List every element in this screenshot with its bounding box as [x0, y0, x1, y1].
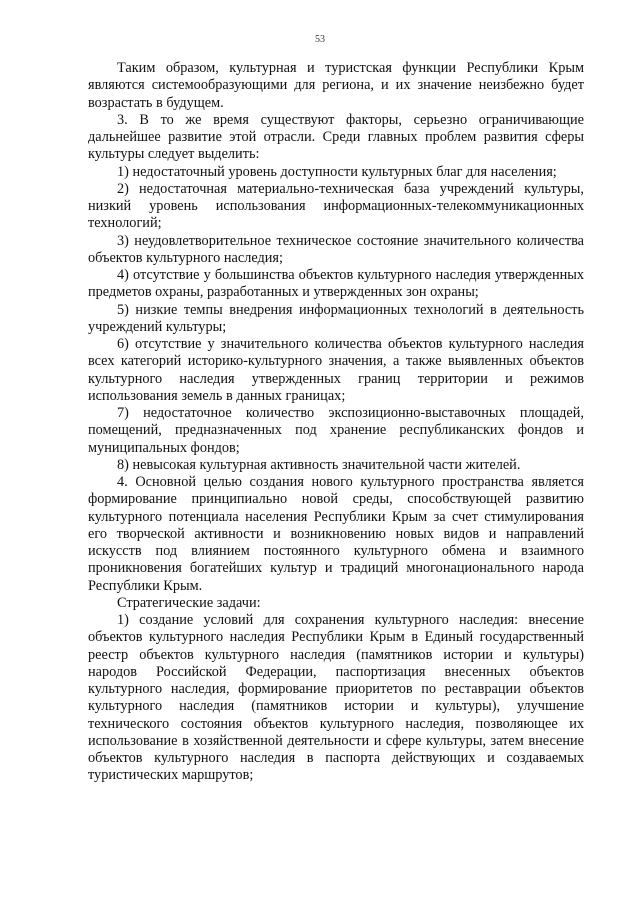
- strategic-tasks-heading: Стратегические задачи:: [117, 594, 261, 611]
- list-item-problem-4: 4) отсутствие у большинства объектов культурного наследия утвержденных предметов охраны, разработанных и утвержденных зон охраны;: [88, 267, 584, 301]
- list-item-problem-6: 6) отсутствие у значительного количества объектов культурного наследия всех категорий историко-культурного значения, а также выявленных объектов культурного наследия утвержденных границ территории и режимов использования земель в данных границах;: [88, 336, 584, 404]
- paragraph-main-goal: 4. Основной целью создания нового культурного пространства является формирование принципиально новой среды, способствующей развитию культурного потенциала населения Республики Крым за счет стимулирования его творческой активности и возникновению новых видов и направлений искусств под влиянием постоянного культурного обмена и взаимного проникновения богатейших культур и традиций многонационального народа Республики Крым.: [88, 474, 584, 594]
- list-item-problem-2: 2) недостаточная материально-техническая база учреждений культуры, низкий уровень использования информационных-телекоммуникационных технологий;: [88, 180, 584, 232]
- page-number: 53: [315, 34, 325, 45]
- paragraph-conclusion: Таким образом, культурная и туристская функции Республики Крым являются системообразующими для региона, и их значение неизбежно будет возрастать в будущем.: [88, 60, 584, 111]
- paragraph-factors-intro: 3. В то же время существуют факторы, серьезно ограничивающие дальнейшее развитие этой отрасли. Среди главных проблем развития сферы культуры следует выделить:: [88, 111, 584, 163]
- document-body: [88, 60, 584, 785]
- list-item-problem-3: 3) неудовлетворительное техническое состояние значительного количества объектов культурного наследия;: [88, 232, 584, 266]
- list-item-problem-7: 7) недостаточное количество экспозиционно-выставочных площадей, помещений, предназначенных под хранение республиканских фондов и муниципальных фондов;: [88, 405, 584, 456]
- list-item-task-1: 1) создание условий для сохранения культурного наследия: внесение объектов культурного наследия Республики Крым в Единый государственный реестр объектов культурного наследия (памятников истории и культуры) народов Российской Федерации, паспортизация внесенных объектов культурного наследия, формирование приоритетов по реставрации объектов культурного наследия (памятников истории и культуры), улучшение технического состояния объектов культурного наследия, позволяющее их использование в хозяйственной деятельности и сфере культуры, затем внесение объектов культурного наследия в паспорта действующих и создаваемых туристических маршрутов;: [88, 612, 584, 784]
- list-item-problem-8: 8) невысокая культурная активность значительной части жителей.: [117, 456, 521, 473]
- list-item-problem-5: 5) низкие темпы внедрения информационных технологий в деятельность учреждений культуры;: [88, 301, 584, 335]
- list-item-problem-1: 1) недостаточный уровень доступности культурных благ для населения;: [117, 163, 557, 180]
